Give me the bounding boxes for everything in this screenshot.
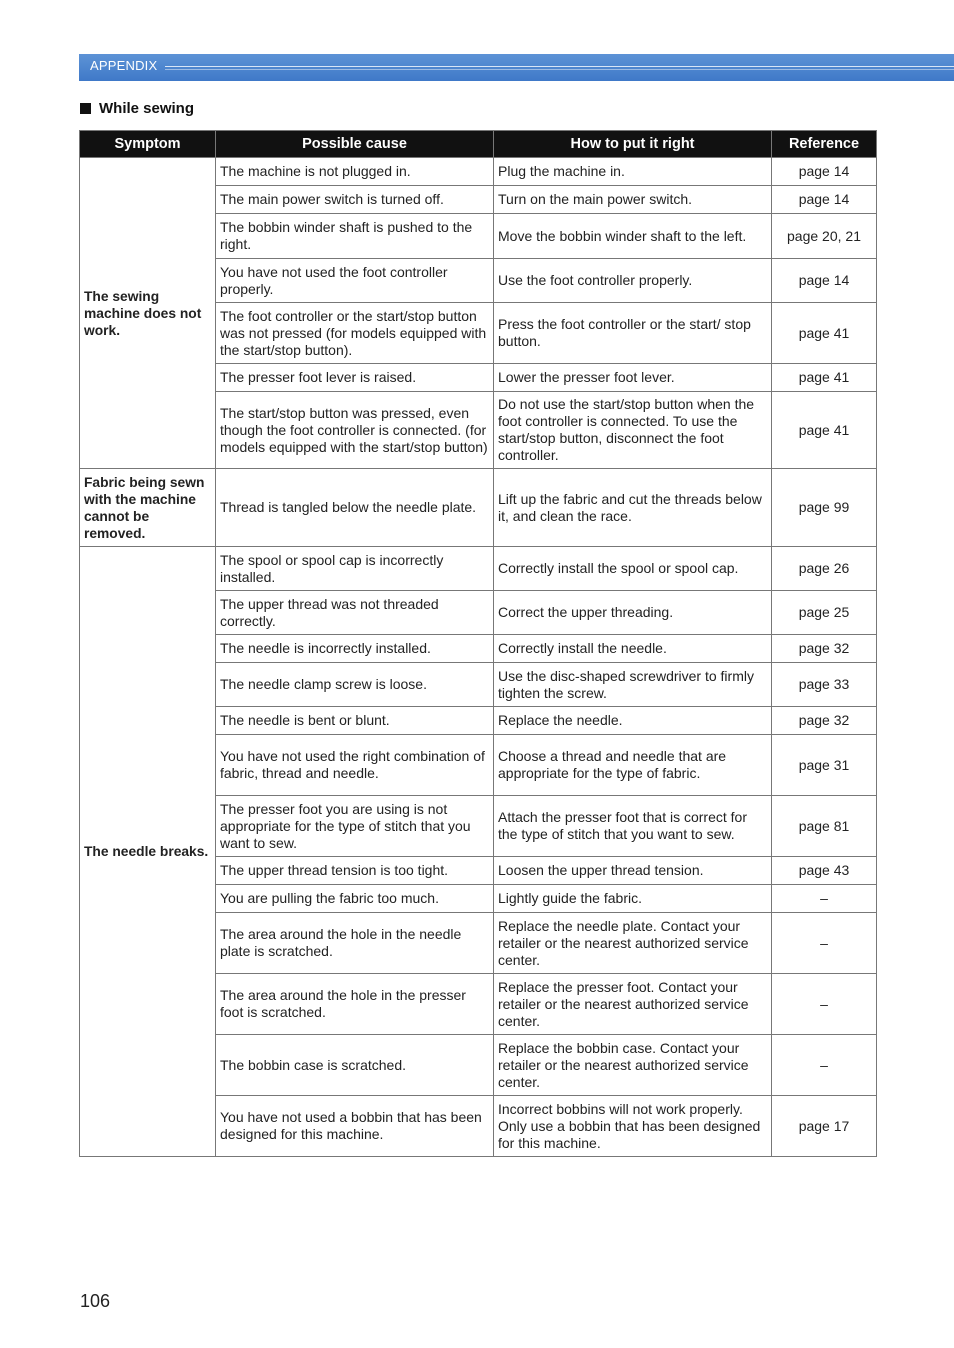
page-number: 106 bbox=[80, 1291, 111, 1311]
symptom-cell: The needle breaks. bbox=[80, 547, 216, 1157]
header-divider bbox=[165, 66, 954, 67]
fix-cell: Plug the machine in. bbox=[494, 158, 772, 186]
fix-cell: Choose a thread and needle that are appropriate for the type of fabric. bbox=[494, 735, 772, 796]
reference-cell: page 33 bbox=[772, 663, 877, 707]
cause-cell: The needle is incorrectly installed. bbox=[216, 635, 494, 663]
reference-cell: page 14 bbox=[772, 259, 877, 303]
fix-cell: Press the foot controller or the start/ stop button. bbox=[494, 303, 772, 364]
fix-cell: Loosen the upper thread tension. bbox=[494, 857, 772, 885]
table-header-row bbox=[80, 131, 877, 158]
reference-cell: page 14 bbox=[772, 186, 877, 214]
cause-cell: The needle is bent or blunt. bbox=[216, 707, 494, 735]
section-heading bbox=[80, 100, 194, 117]
cause-cell: The foot controller or the start/stop button was not pressed (for models equipped with the start/stop button). bbox=[216, 303, 494, 364]
fix-cell: Use the foot controller properly. bbox=[494, 259, 772, 303]
fix-cell: Use the disc-shaped screwdriver to firmly tighten the screw. bbox=[494, 663, 772, 707]
fix-cell: Correctly install the needle. bbox=[494, 635, 772, 663]
reference-cell: page 26 bbox=[772, 547, 877, 591]
column-header-symptom: Symptom bbox=[80, 131, 216, 158]
fix-cell: Do not use the start/stop button when the foot controller is connected. To use the start/stop button, disconnect the foot controller. bbox=[494, 392, 772, 469]
reference-cell: page 41 bbox=[772, 392, 877, 469]
cause-cell: The area around the hole in the presser foot is scratched. bbox=[216, 974, 494, 1035]
reference-cell: page 99 bbox=[772, 469, 877, 547]
cause-cell: Thread is tangled below the needle plate. bbox=[216, 469, 494, 547]
fix-cell: Turn on the main power switch. bbox=[494, 186, 772, 214]
reference-cell: page 25 bbox=[772, 591, 877, 635]
symptom-cell: The sewing machine does not work. bbox=[80, 158, 216, 469]
reference-cell: – bbox=[772, 1035, 877, 1096]
cause-cell: The spool or spool cap is incorrectly installed. bbox=[216, 547, 494, 591]
cause-cell: The needle clamp screw is loose. bbox=[216, 663, 494, 707]
reference-cell: page 14 bbox=[772, 158, 877, 186]
fix-cell: Replace the bobbin case. Contact your retailer or the nearest authorized service center. bbox=[494, 1035, 772, 1096]
fix-cell: Replace the presser foot. Contact your retailer or the nearest authorized service center. bbox=[494, 974, 772, 1035]
reference-cell: – bbox=[772, 913, 877, 974]
fix-cell: Correctly install the spool or spool cap. bbox=[494, 547, 772, 591]
cause-cell: The bobbin winder shaft is pushed to the right. bbox=[216, 214, 494, 259]
cause-cell: The start/stop button was pressed, even though the foot controller is connected. (for models equipped with the start/stop button) bbox=[216, 392, 494, 469]
cause-cell: The machine is not plugged in. bbox=[216, 158, 494, 186]
troubleshooting-table bbox=[79, 130, 877, 1157]
column-header-reference: Reference bbox=[772, 131, 877, 158]
fix-cell: Incorrect bobbins will not work properly. Only use a bobbin that has been designed for this machine. bbox=[494, 1096, 772, 1157]
column-header-fix: How to put it right bbox=[494, 131, 772, 158]
cause-cell: The presser foot lever is raised. bbox=[216, 364, 494, 392]
reference-cell: page 41 bbox=[772, 303, 877, 364]
appendix-label: APPENDIX bbox=[90, 58, 158, 73]
fix-cell: Lightly guide the fabric. bbox=[494, 885, 772, 913]
fix-cell: Move the bobbin winder shaft to the left. bbox=[494, 214, 772, 259]
fix-cell: Replace the needle. bbox=[494, 707, 772, 735]
reference-cell: page 32 bbox=[772, 635, 877, 663]
fix-cell: Correct the upper threading. bbox=[494, 591, 772, 635]
table-row bbox=[80, 158, 877, 186]
cause-cell: The area around the hole in the needle plate is scratched. bbox=[216, 913, 494, 974]
reference-cell: page 20, 21 bbox=[772, 214, 877, 259]
appendix-header-band bbox=[79, 54, 954, 81]
column-header-cause: Possible cause bbox=[216, 131, 494, 158]
reference-cell: page 17 bbox=[772, 1096, 877, 1157]
table-row bbox=[80, 469, 877, 547]
reference-cell: page 31 bbox=[772, 735, 877, 796]
reference-cell: page 32 bbox=[772, 707, 877, 735]
cause-cell: You have not used the foot controller properly. bbox=[216, 259, 494, 303]
cause-cell: You are pulling the fabric too much. bbox=[216, 885, 494, 913]
fix-cell: Lower the presser foot lever. bbox=[494, 364, 772, 392]
cause-cell: You have not used a bobbin that has been designed for this machine. bbox=[216, 1096, 494, 1157]
fix-cell: Replace the needle plate. Contact your retailer or the nearest authorized service center. bbox=[494, 913, 772, 974]
reference-cell: page 41 bbox=[772, 364, 877, 392]
cause-cell: The upper thread tension is too tight. bbox=[216, 857, 494, 885]
cause-cell: The presser foot you are using is not appropriate for the type of stitch that you want to sew. bbox=[216, 796, 494, 857]
symptom-cell: Fabric being sewn with the machine cannot be removed. bbox=[80, 469, 216, 547]
cause-cell: The upper thread was not threaded correctly. bbox=[216, 591, 494, 635]
reference-cell: page 43 bbox=[772, 857, 877, 885]
table-row bbox=[80, 547, 877, 591]
fix-cell: Attach the presser foot that is correct for the type of stitch that you want to sew. bbox=[494, 796, 772, 857]
cause-cell: The main power switch is turned off. bbox=[216, 186, 494, 214]
reference-cell: – bbox=[772, 885, 877, 913]
cause-cell: You have not used the right combination of fabric, thread and needle. bbox=[216, 735, 494, 796]
cause-cell: The bobbin case is scratched. bbox=[216, 1035, 494, 1096]
header-divider-secondary bbox=[165, 69, 954, 70]
fix-cell: Lift up the fabric and cut the threads below it, and clean the race. bbox=[494, 469, 772, 547]
section-title-text: While sewing bbox=[99, 100, 195, 117]
reference-cell: page 81 bbox=[772, 796, 877, 857]
square-bullet-icon bbox=[80, 103, 91, 114]
reference-cell: – bbox=[772, 974, 877, 1035]
